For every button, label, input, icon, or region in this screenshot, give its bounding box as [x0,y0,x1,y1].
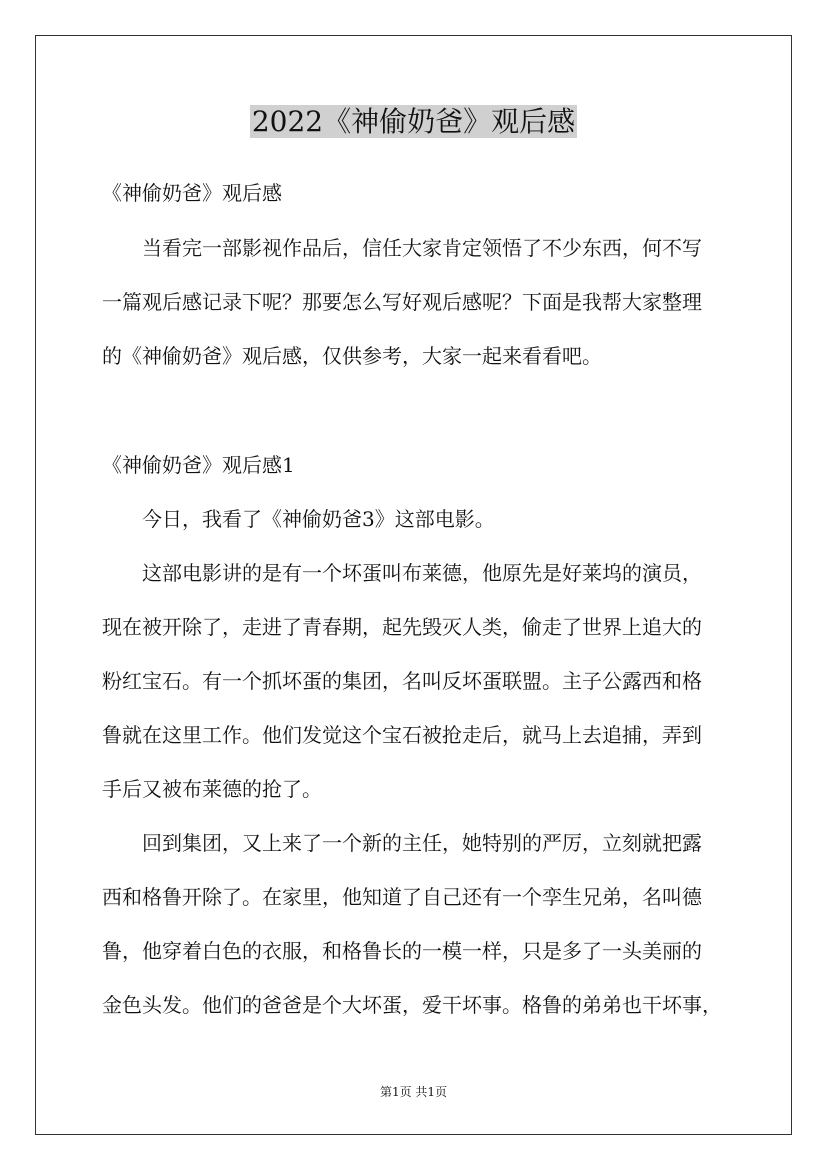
body-line-5: 鲁就在这里工作。他们发觉这个宝石被抢走后，就马上去追捕，弄到 [102,723,702,747]
body-line-2: 这部电影讲的是有一个坏蛋叫布莱德，他原先是好莱坞的演员， [142,561,702,585]
body-line-6: 手后又被布莱德的抢了。 [102,777,322,801]
document-title-text: 2022《神偷奶爸》观后感 [251,105,576,138]
main-heading: 《神偷奶爸》观后感 [102,181,282,205]
body-line-4: 粉红宝石。有一个抓坏蛋的集团，名叫反坏蛋联盟。主子公露西和格 [102,669,702,693]
document-title [0,102,827,142]
intro-line-3: 的《神偷奶爸》观后感，仅供参考，大家一起来看看吧。 [102,344,602,368]
intro-line-2: 一篇观后感记录下呢？那要怎么写好观后感呢？下面是我帮大家整理 [102,290,702,314]
body-line-1: 今日，我看了《神偷奶爸3》这部电影。 [142,507,495,531]
page-footer: 第1页 共1页 [379,1085,448,1099]
section-heading: 《神偷奶爸》观后感1 [102,453,295,477]
body-line-9: 鲁，他穿着白色的衣服，和格鲁长的一模一样，只是多了一头美丽的 [102,939,702,963]
body-line-3: 现在被开除了，走进了青春期，起先毁灭人类，偷走了世界上追大的 [102,615,702,639]
intro-line-1: 当看完一部影视作品后，信任大家肯定领悟了不少东西，何不写 [142,236,702,260]
body-line-7: 回到集团，又上来了一个新的主任，她特别的严厉，立刻就把露 [142,831,702,855]
body-line-8: 西和格鲁开除了。在家里，他知道了自己还有一个孪生兄弟，名叫德 [102,885,702,909]
body-line-10: 金色头发。他们的爸爸是个大坏蛋，爱干坏事。格鲁的弟弟也干坏事， [102,993,722,1017]
